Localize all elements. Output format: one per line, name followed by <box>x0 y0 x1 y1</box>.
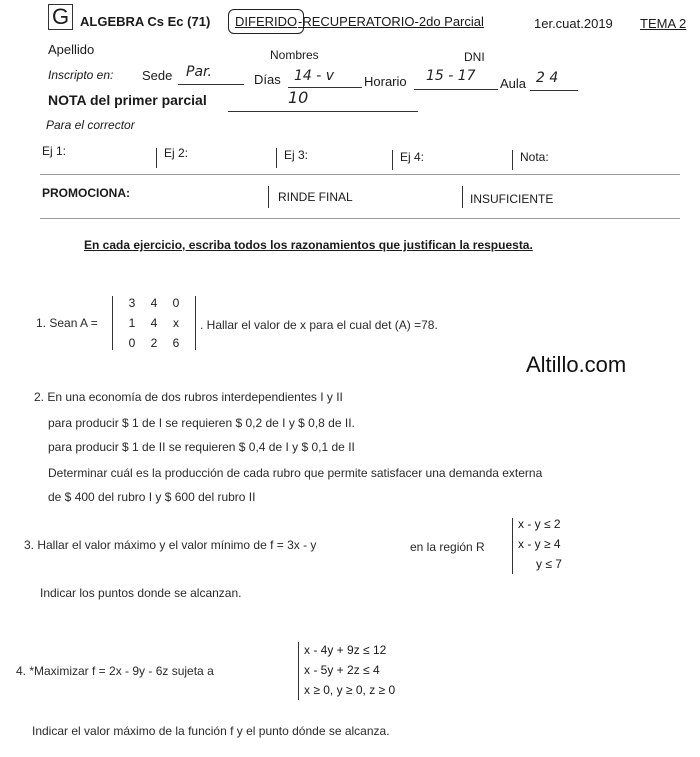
nota-primer-parcial-value: 10 <box>288 88 309 107</box>
constraint: x - y ≤ 2 <box>518 517 561 531</box>
exercise-4-brace <box>298 642 299 700</box>
exercise-4-system <box>304 640 395 700</box>
nota-primer-parcial-label: NOTA del primer parcial <box>48 92 207 108</box>
nota-underline <box>228 111 418 112</box>
exercise-2-line: 2. En una economía de dos rubros interdependientes I y II <box>34 390 343 404</box>
constraint: y ≤ 7 <box>536 557 562 571</box>
exercise-1-prefix: 1. Sean A = <box>36 316 98 330</box>
aula-label: Aula <box>500 76 527 91</box>
nota-divider <box>512 150 513 170</box>
exam-type: DIFERIDO <box>228 9 304 34</box>
matrix-cell: 4 <box>150 316 158 330</box>
ej2-divider <box>156 148 157 168</box>
promociona-row-line <box>40 218 680 219</box>
ej3-divider <box>276 148 277 168</box>
constraint: x - 4y + 9z ≤ 12 <box>304 643 387 657</box>
exercise-3-region: en la región R <box>410 540 485 554</box>
exercise-1-matrix <box>112 296 196 350</box>
exercise-4-text: 4. *Maximizar f = 2x - 9y - 6z sujeta a <box>16 664 214 678</box>
watermark-logo: Altillo.com <box>526 352 627 377</box>
exam-tema: TEMA 2 <box>640 16 687 31</box>
insuficiente-label: INSUFICIENTE <box>470 192 554 206</box>
promociona-label: PROMOCIONA: <box>42 186 130 200</box>
exercise-2-line: para producir $ 1 de I se requieren $ 0,2 de I y $ 0,8 de II. <box>48 416 355 430</box>
exercise-3-note: Indicar los puntos donde se alcanzan. <box>40 586 242 600</box>
exam-period: 1er.cuat.2019 <box>534 16 613 31</box>
exercise-1-text: . Hallar el valor de x para el cual det (A) =78. <box>200 318 438 332</box>
exercise-3-text: 3. Hallar el valor máximo y el valor mínimo de f = 3x - y <box>24 538 317 552</box>
course-name: ALGEBRA Cs Ec (71) <box>80 14 211 29</box>
ej2-label: Ej 2: <box>164 146 189 160</box>
nota-label: Nota: <box>520 150 549 164</box>
matrix-cell: 0 <box>128 336 136 350</box>
exercise-3-brace <box>512 518 513 574</box>
ej4-label: Ej 4: <box>400 150 425 164</box>
exercise-2-line: Determinar cuál es la producción de cada rubro que permite satisfacer una demanda externa <box>48 466 543 480</box>
dias-label: Días <box>254 72 281 87</box>
aula-underline <box>530 90 578 91</box>
constraint: x - 5y + 2z ≤ 4 <box>304 663 380 677</box>
corrector-label: Para el corrector <box>46 118 135 132</box>
dni-label: DNI <box>464 50 485 64</box>
dias-value: 14 - v <box>294 68 335 84</box>
ej1-label: Ej 1: <box>42 144 67 158</box>
ej3-label: Ej 3: <box>284 148 309 162</box>
matrix-cell: x <box>173 316 179 330</box>
nombres-label: Nombres <box>270 48 319 62</box>
insuficiente-divider <box>462 186 463 208</box>
horario-label: Horario <box>364 74 407 89</box>
inscripto-label: Inscripto en: <box>48 68 114 82</box>
matrix-cell: 6 <box>172 336 180 350</box>
constraint: x ≥ 0, y ≥ 0, z ≥ 0 <box>304 683 396 697</box>
exercise-2-line: para producir $ 1 de II se requieren $ 0,4 de I y $ 0,1 de II <box>48 440 355 454</box>
horario-value: 15 - 17 <box>426 68 476 84</box>
constraint: x - y ≥ 4 <box>518 537 561 551</box>
matrix-cell: 0 <box>172 296 180 310</box>
corrector-row-line <box>40 174 680 175</box>
exam-name: -RECUPERATORIO-2do Parcial <box>298 14 484 29</box>
instruction-text: En cada ejercicio, escriba todos los razonamientos que justifican la respuesta. <box>84 238 533 252</box>
group-letter: G <box>48 4 73 30</box>
exercise-2-line: de $ 400 del rubro I y $ 600 del rubro II <box>48 490 256 504</box>
aula-value: 2 4 <box>536 70 559 86</box>
ej4-divider <box>392 150 393 170</box>
apellido-label: Apellido <box>48 42 95 57</box>
matrix-cell: 1 <box>128 316 136 330</box>
matrix-cell: 4 <box>150 296 158 310</box>
exercise-4-note: Indicar el valor máximo de la función f y el punto dónde se alcanza. <box>32 724 390 738</box>
sede-underline <box>178 84 244 85</box>
sede-label: Sede <box>142 68 173 83</box>
rinde-final-label: RINDE FINAL <box>278 190 353 204</box>
exercise-3-system <box>518 514 562 574</box>
rinde-final-divider <box>268 186 269 208</box>
horario-underline <box>414 89 498 90</box>
sede-value: Par. <box>186 64 212 80</box>
matrix-cell: 3 <box>128 296 136 310</box>
matrix-cell: 2 <box>150 336 158 350</box>
